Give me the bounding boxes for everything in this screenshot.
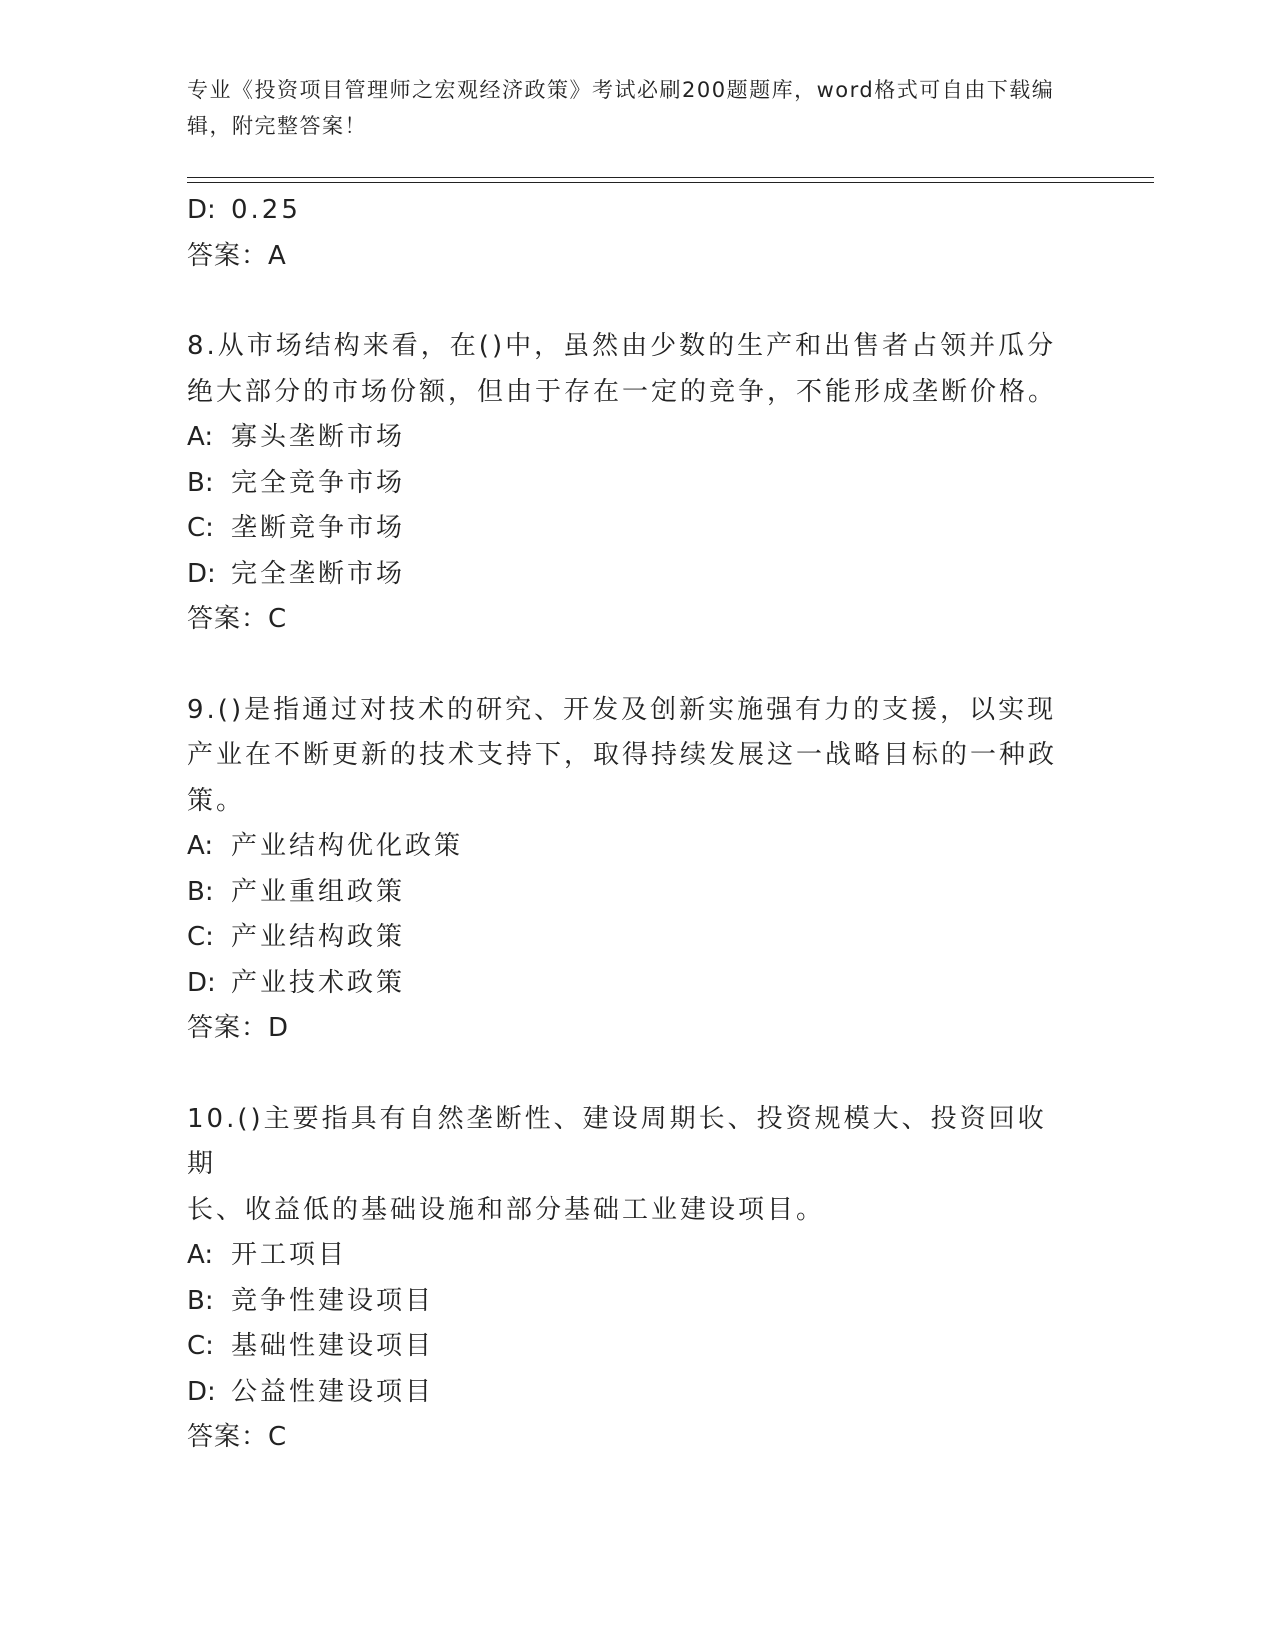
header-title: 专业《投资项目管理师之宏观经济政策》考试必刷200题题库，word格式可自由下载编辑，附完整答案！ bbox=[187, 78, 1055, 138]
question-text-line: 产业在不断更新的技术支持下，取得持续发展这一战略目标的一种政 bbox=[187, 740, 1058, 770]
option-d: D: 完全垄断市场 bbox=[187, 558, 406, 589]
answer-line: 答案：C bbox=[187, 1422, 288, 1452]
answer-line: 答案：A bbox=[187, 240, 287, 271]
question-text-line: 策。 bbox=[187, 785, 246, 816]
option-c: C: 垄断竞争市场 bbox=[187, 513, 406, 543]
option-a: A: 产业结构优化政策 bbox=[187, 831, 464, 861]
question-9 bbox=[187, 688, 1087, 1052]
option-c: C: 产业结构政策 bbox=[187, 922, 406, 952]
option-a: A: 寡头垄断市场 bbox=[187, 422, 406, 452]
previous-question-tail bbox=[187, 188, 1087, 279]
question-text-line: 长、收益低的基础设施和部分基础工业建设项目。 bbox=[187, 1194, 826, 1225]
question-10 bbox=[187, 1097, 1087, 1461]
question-8 bbox=[187, 324, 1087, 643]
question-text-line: 10.()主要指具有自然垄断性、建设周期长、投资规模大、投资回收期 bbox=[187, 1103, 1047, 1179]
option-d: D: 公益性建设项目 bbox=[187, 1376, 435, 1407]
option-c: C: 基础性建设项目 bbox=[187, 1331, 435, 1361]
document-body bbox=[187, 188, 1087, 1461]
option-b: B: 完全竞争市场 bbox=[187, 467, 406, 498]
option-b: B: 竞争性建设项目 bbox=[187, 1285, 435, 1316]
option-a: A: 开工项目 bbox=[187, 1240, 348, 1270]
question-text-line: 9.()是指通过对技术的研究、开发及创新实施强有力的支援，以实现 bbox=[187, 694, 1057, 725]
question-text-line: 绝大部分的市场份额，但由于存在一定的竞争，不能形成垄断价格。 bbox=[187, 376, 1058, 407]
header-divider bbox=[187, 177, 1154, 183]
page-header bbox=[187, 72, 1067, 144]
option-d: D: 0.25 bbox=[187, 195, 301, 225]
option-d: D: 产业技术政策 bbox=[187, 967, 406, 998]
question-text-line: 8.从市场结构来看，在()中，虽然由少数的生产和出售者占领并瓜分 bbox=[187, 331, 1057, 361]
answer-line: 答案：C bbox=[187, 604, 288, 634]
option-b: B: 产业重组政策 bbox=[187, 876, 406, 907]
answer-line: 答案：D bbox=[187, 1013, 290, 1043]
